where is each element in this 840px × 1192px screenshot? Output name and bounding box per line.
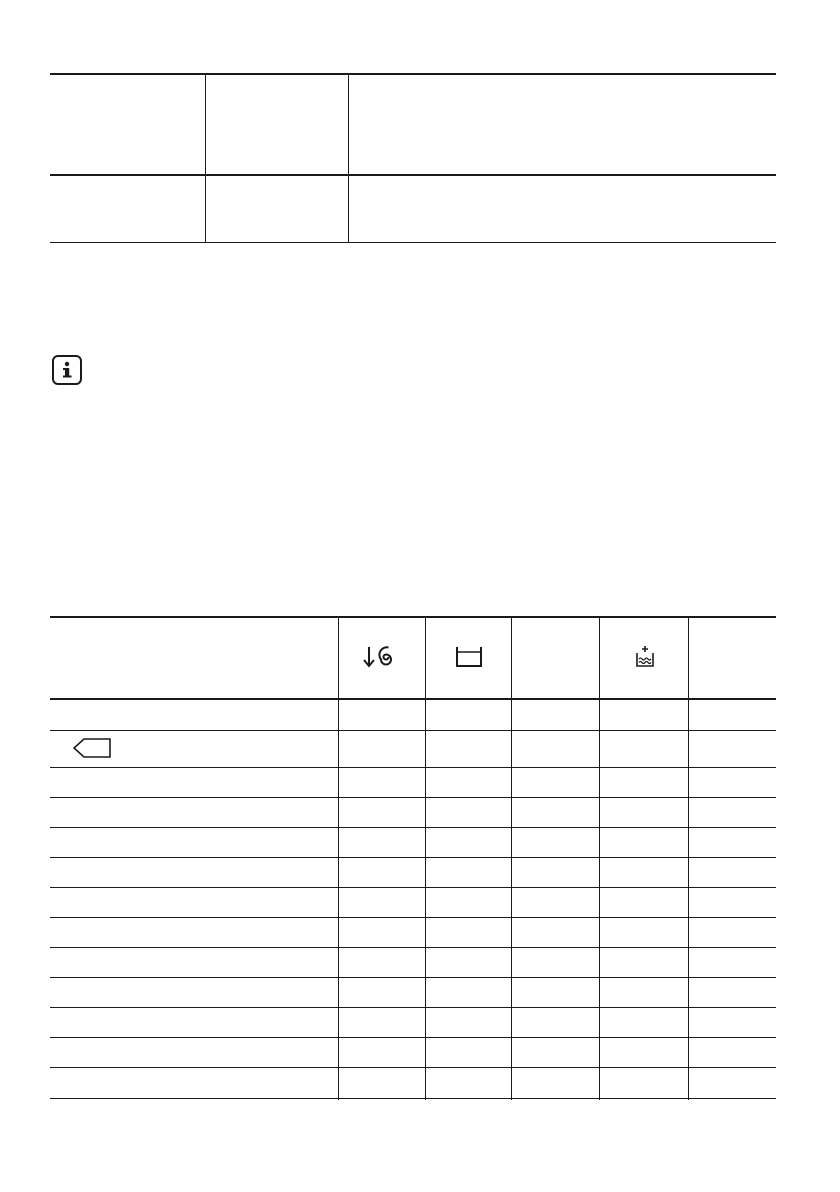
table-rule [50,1067,776,1068]
table-rule [50,698,776,700]
extra-rinse-icon [635,645,655,674]
tag-label-icon [72,737,112,764]
table-rule [50,917,776,918]
table-rule [50,1098,776,1099]
table-rule [50,977,776,978]
table-rule [50,730,776,731]
table-rule [50,1007,776,1008]
table-rule [50,857,776,858]
top-table-rule [50,242,776,243]
table-rule [50,616,776,618]
column-divider [338,616,339,1100]
info-icon [52,355,82,385]
table-rule [50,887,776,888]
table-rule [50,947,776,948]
rinse-tub-icon [454,645,484,674]
table-rule [50,767,776,768]
options-table [50,616,776,1100]
column-divider [688,616,689,1100]
top-table-row [50,174,776,242]
table-rule [50,827,776,828]
top-table-row [50,73,776,174]
column-divider [511,616,512,1100]
column-divider [425,616,426,1100]
column-divider [599,616,600,1100]
table-rule [50,797,776,798]
table-rule [50,1037,776,1038]
spin-drain-icon [363,645,399,674]
